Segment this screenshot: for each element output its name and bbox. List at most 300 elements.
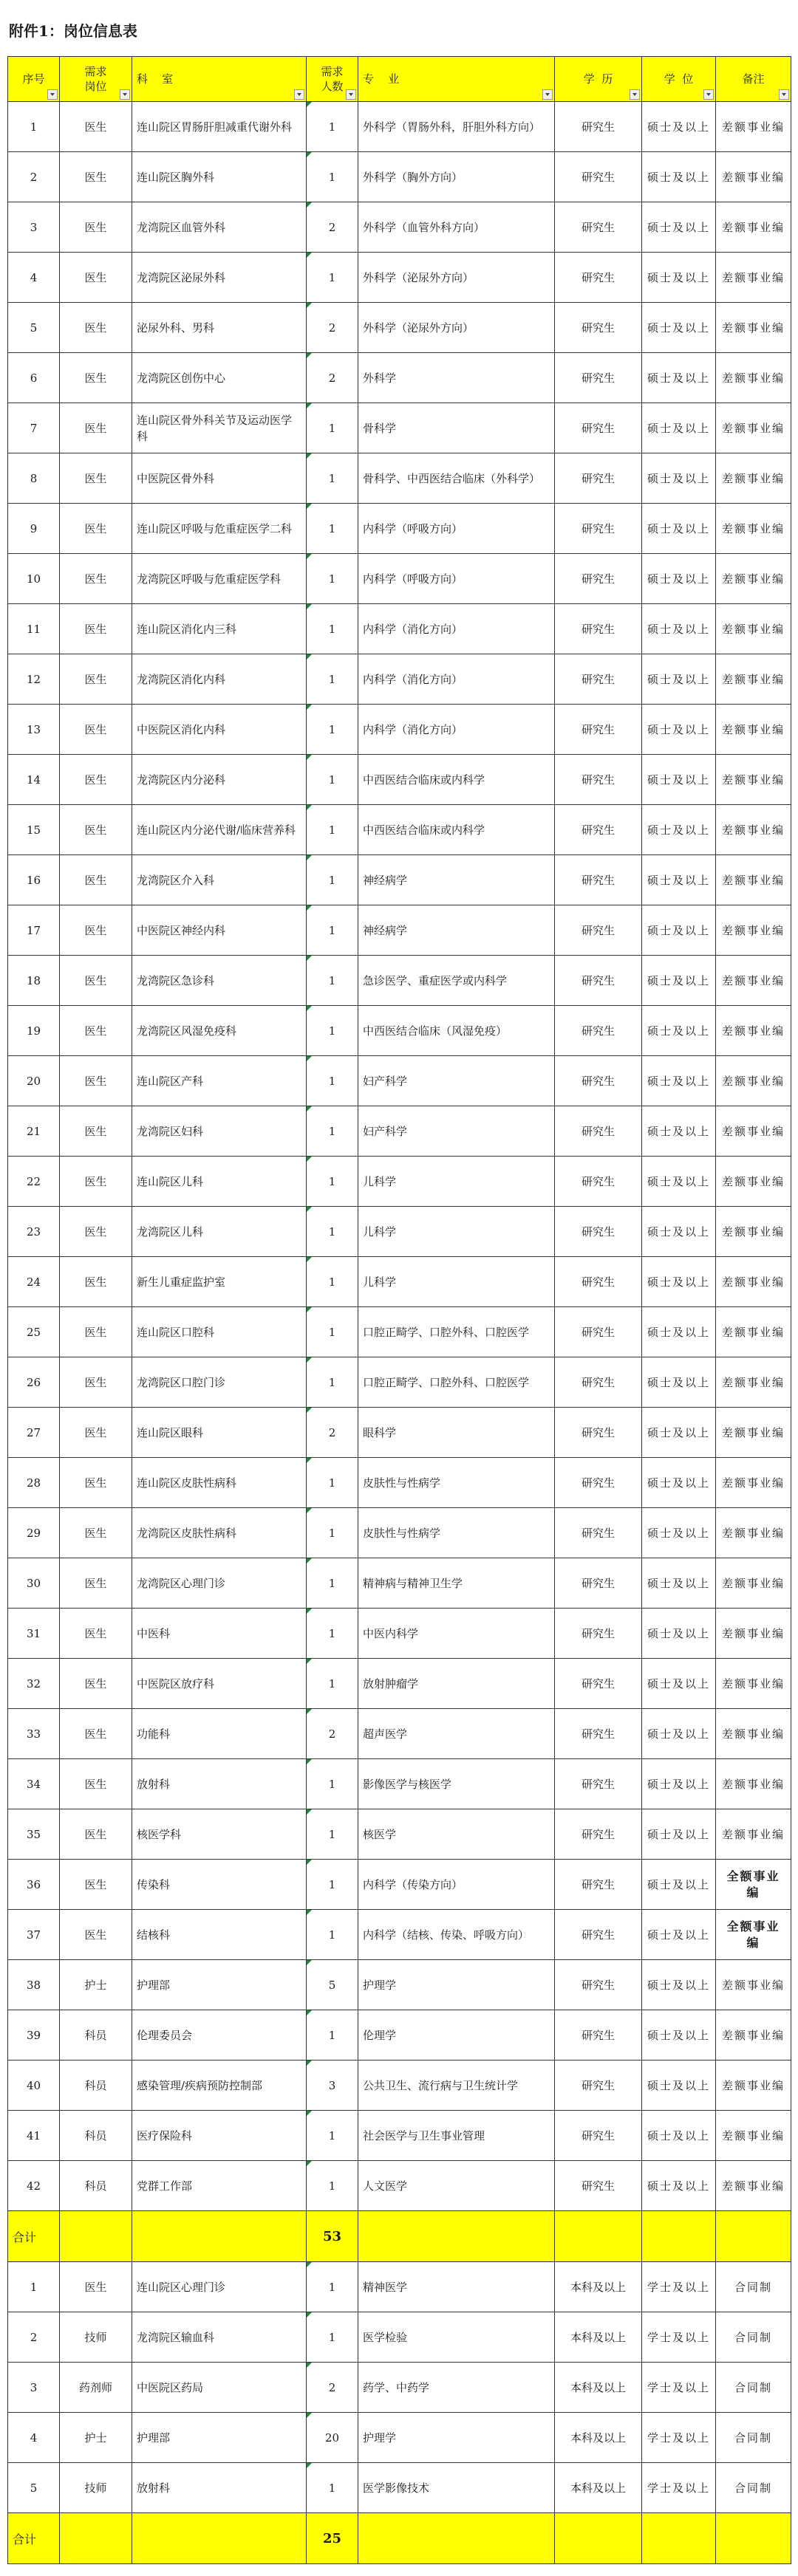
- cell-degree: 硕士及以上: [642, 956, 716, 1006]
- cell-count: 1: [307, 504, 358, 554]
- table-row: [8, 805, 791, 855]
- cell-note: 差额事业编: [716, 2111, 791, 2161]
- cell-major: 口腔正畸学、口腔外科、口腔医学: [358, 1307, 555, 1357]
- cell-note: 合同制: [716, 2463, 791, 2513]
- cell-post: 科员: [60, 2010, 132, 2061]
- cell-note: 合同制: [716, 2312, 791, 2363]
- cell-note: 差额事业编: [716, 604, 791, 654]
- cell-degree: 硕士及以上: [642, 705, 716, 755]
- cell-count: 1: [307, 604, 358, 654]
- cell-degree: 学士及以上: [642, 2363, 716, 2413]
- cell-degree: 硕士及以上: [642, 202, 716, 253]
- cell-no: 5: [8, 303, 60, 353]
- subtotal-label: 合计: [8, 2211, 60, 2262]
- subtotal-empty-cell: [555, 2211, 642, 2262]
- subtotal-empty-cell: [60, 2513, 132, 2564]
- cell-major: 放射肿瘤学: [358, 1659, 555, 1709]
- cell-post: 技师: [60, 2312, 132, 2363]
- filter-dropdown-icon[interactable]: [630, 89, 640, 100]
- cell-major: 内科学（消化方向）: [358, 604, 555, 654]
- cell-note: 差额事业编: [716, 202, 791, 253]
- cell-count: 1: [307, 1106, 358, 1157]
- cell-major: 医学影像技术: [358, 2463, 555, 2513]
- subtotal-empty-cell: [642, 2211, 716, 2262]
- cell-post: 药剂师: [60, 2363, 132, 2413]
- cell-no: 17: [8, 905, 60, 956]
- cell-dept: 龙湾院区消化内科: [132, 654, 307, 705]
- table-row: [8, 654, 791, 705]
- cell-education: 研究生: [555, 1960, 642, 2010]
- cell-post: 科员: [60, 2111, 132, 2161]
- cell-note: 差额事业编: [716, 2161, 791, 2211]
- cell-education: 研究生: [555, 2061, 642, 2111]
- cell-education: 本科及以上: [555, 2463, 642, 2513]
- cell-dept: 中医院区神经内科: [132, 905, 307, 956]
- cell-dept: 医疗保险科: [132, 2111, 307, 2161]
- cell-no: 14: [8, 755, 60, 805]
- table-row: [8, 1960, 791, 2010]
- cell-education: 研究生: [555, 1357, 642, 1408]
- cell-education: 研究生: [555, 2010, 642, 2061]
- cell-no: 26: [8, 1357, 60, 1408]
- cell-major: 外科学（胸外方向）: [358, 152, 555, 202]
- cell-major: 人文医学: [358, 2161, 555, 2211]
- table-row: [8, 2413, 791, 2463]
- cell-dept: 龙湾院区血管外科: [132, 202, 307, 253]
- cell-degree: 硕士及以上: [642, 805, 716, 855]
- cell-degree: 硕士及以上: [642, 1659, 716, 1709]
- cell-no: 23: [8, 1207, 60, 1257]
- table-row: [8, 1659, 791, 1709]
- cell-count: 2: [307, 303, 358, 353]
- cell-post: 医生: [60, 1408, 132, 1458]
- table-row: [8, 2363, 791, 2413]
- cell-no: 13: [8, 705, 60, 755]
- table-row: [8, 956, 791, 1006]
- cell-no: 35: [8, 1809, 60, 1860]
- cell-post: 医生: [60, 905, 132, 956]
- cell-count: 1: [307, 453, 358, 504]
- table-row: [8, 2061, 791, 2111]
- cell-count: 1: [307, 1357, 358, 1408]
- table-row: [8, 152, 791, 202]
- table-row: [8, 1609, 791, 1659]
- cell-degree: 硕士及以上: [642, 1458, 716, 1508]
- table-row: [8, 1307, 791, 1357]
- subtotal-label: 合计: [8, 2513, 60, 2564]
- table-row: [8, 504, 791, 554]
- subtotal-empty-cell: [358, 2211, 555, 2262]
- cell-note: 差额事业编: [716, 1408, 791, 1458]
- header-count: 需求人数: [307, 57, 358, 102]
- cell-post: 医生: [60, 705, 132, 755]
- cell-post: 医生: [60, 152, 132, 202]
- cell-education: 研究生: [555, 1207, 642, 1257]
- cell-major: 眼科学: [358, 1408, 555, 1458]
- table-row: [8, 403, 791, 453]
- cell-no: 27: [8, 1408, 60, 1458]
- cell-dept: 龙湾院区输血科: [132, 2312, 307, 2363]
- cell-post: 医生: [60, 202, 132, 253]
- cell-dept: 传染科: [132, 1860, 307, 1910]
- cell-count: 5: [307, 1960, 358, 2010]
- cell-dept: 伦理委员会: [132, 2010, 307, 2061]
- cell-post: 医生: [60, 1558, 132, 1609]
- cell-count: 2: [307, 2363, 358, 2413]
- subtotal-count: 25: [307, 2513, 358, 2564]
- cell-education: 研究生: [555, 403, 642, 453]
- cell-note: 全额事业编: [716, 1910, 791, 1960]
- subtotal-empty-cell: [60, 2211, 132, 2262]
- filter-dropdown-icon[interactable]: [703, 89, 714, 100]
- cell-count: 1: [307, 956, 358, 1006]
- cell-count: 2: [307, 1709, 358, 1759]
- filter-dropdown-icon[interactable]: [120, 89, 130, 100]
- cell-count: 1: [307, 1910, 358, 1960]
- cell-post: 医生: [60, 654, 132, 705]
- cell-degree: 硕士及以上: [642, 1508, 716, 1558]
- cell-education: 研究生: [555, 253, 642, 303]
- cell-education: 研究生: [555, 504, 642, 554]
- cell-post: 医生: [60, 1357, 132, 1408]
- cell-count: 1: [307, 2010, 358, 2061]
- table-row: [8, 1056, 791, 1106]
- cell-count: 1: [307, 905, 358, 956]
- cell-degree: 硕士及以上: [642, 554, 716, 604]
- cell-education: 研究生: [555, 554, 642, 604]
- cell-no: 31: [8, 1609, 60, 1659]
- cell-dept: 连山院区口腔科: [132, 1307, 307, 1357]
- cell-major: 医学检验: [358, 2312, 555, 2363]
- cell-no: 42: [8, 2161, 60, 2211]
- cell-degree: 硕士及以上: [642, 1056, 716, 1106]
- cell-no: 37: [8, 1910, 60, 1960]
- table-row: [8, 705, 791, 755]
- table-row: [8, 1106, 791, 1157]
- cell-major: 外科学（泌尿外方向）: [358, 303, 555, 353]
- cell-education: 研究生: [555, 1659, 642, 1709]
- table-row: [8, 1910, 791, 1960]
- cell-dept: 泌尿外科、男科: [132, 303, 307, 353]
- cell-degree: 硕士及以上: [642, 152, 716, 202]
- table-row: [8, 1006, 791, 1056]
- cell-note: 差额事业编: [716, 2061, 791, 2111]
- cell-degree: 硕士及以上: [642, 1860, 716, 1910]
- cell-dept: 放射科: [132, 2463, 307, 2513]
- cell-no: 11: [8, 604, 60, 654]
- subtotal-empty-cell: [716, 2513, 791, 2564]
- cell-major: 中医内科学: [358, 1609, 555, 1659]
- cell-no: 21: [8, 1106, 60, 1157]
- cell-note: 差额事业编: [716, 554, 791, 604]
- header-major: 专 业: [358, 57, 555, 102]
- cell-post: 医生: [60, 1508, 132, 1558]
- cell-education: 研究生: [555, 755, 642, 805]
- cell-no: 16: [8, 855, 60, 905]
- cell-major: 核医学: [358, 1809, 555, 1860]
- cell-note: 差额事业编: [716, 654, 791, 705]
- cell-no: 38: [8, 1960, 60, 2010]
- cell-dept: 党群工作部: [132, 2161, 307, 2211]
- cell-count: 1: [307, 1558, 358, 1609]
- cell-major: 外科学（血管外科方向）: [358, 202, 555, 253]
- cell-count: 1: [307, 2312, 358, 2363]
- cell-no: 34: [8, 1759, 60, 1809]
- cell-note: 差额事业编: [716, 1960, 791, 2010]
- table-row: [8, 1157, 791, 1207]
- cell-count: 1: [307, 2111, 358, 2161]
- cell-no: 8: [8, 453, 60, 504]
- table-row: [8, 1558, 791, 1609]
- cell-degree: 硕士及以上: [642, 353, 716, 403]
- cell-education: 研究生: [555, 705, 642, 755]
- cell-dept: 中医院区消化内科: [132, 705, 307, 755]
- cell-education: 研究生: [555, 2111, 642, 2161]
- cell-dept: 龙湾院区风湿免疫科: [132, 1006, 307, 1056]
- cell-dept: 护理部: [132, 2413, 307, 2463]
- cell-degree: 硕士及以上: [642, 1809, 716, 1860]
- cell-dept: 中医院区骨外科: [132, 453, 307, 504]
- cell-major: 精神病与精神卫生学: [358, 1558, 555, 1609]
- cell-post: 医生: [60, 1860, 132, 1910]
- cell-count: 1: [307, 2262, 358, 2312]
- cell-post: 医生: [60, 453, 132, 504]
- table-row: [8, 1759, 791, 1809]
- cell-count: 1: [307, 102, 358, 152]
- cell-no: 2: [8, 2312, 60, 2363]
- cell-major: 儿科学: [358, 1207, 555, 1257]
- cell-post: 医生: [60, 253, 132, 303]
- cell-major: 骨科学、中西医结合临床（外科学）: [358, 453, 555, 504]
- cell-post: 科员: [60, 2061, 132, 2111]
- cell-dept: 中医院区放疗科: [132, 1659, 307, 1709]
- cell-no: 9: [8, 504, 60, 554]
- table-row: [8, 2161, 791, 2211]
- cell-dept: 新生儿重症监护室: [132, 1257, 307, 1307]
- cell-major: 儿科学: [358, 1157, 555, 1207]
- cell-degree: 硕士及以上: [642, 1106, 716, 1157]
- cell-major: 急诊医学、重症医学或内科学: [358, 956, 555, 1006]
- cell-post: 医生: [60, 1257, 132, 1307]
- filter-dropdown-icon[interactable]: [346, 89, 356, 100]
- cell-dept: 龙湾院区儿科: [132, 1207, 307, 1257]
- cell-degree: 硕士及以上: [642, 604, 716, 654]
- table-row: [8, 1860, 791, 1910]
- cell-major: 妇产科学: [358, 1056, 555, 1106]
- cell-no: 18: [8, 956, 60, 1006]
- subtotal-empty-cell: [358, 2513, 555, 2564]
- cell-no: 1: [8, 102, 60, 152]
- cell-count: 1: [307, 705, 358, 755]
- cell-education: 研究生: [555, 604, 642, 654]
- filter-dropdown-icon[interactable]: [779, 89, 789, 100]
- cell-degree: 硕士及以上: [642, 855, 716, 905]
- cell-no: 6: [8, 353, 60, 403]
- cell-no: 22: [8, 1157, 60, 1207]
- table-row: [8, 202, 791, 253]
- cell-education: 研究生: [555, 1910, 642, 1960]
- table-row: [8, 102, 791, 152]
- cell-note: 合同制: [716, 2363, 791, 2413]
- cell-post: 医生: [60, 1659, 132, 1709]
- cell-count: 1: [307, 1458, 358, 1508]
- cell-education: 研究生: [555, 1257, 642, 1307]
- cell-degree: 硕士及以上: [642, 1006, 716, 1056]
- cell-note: 合同制: [716, 2413, 791, 2463]
- cell-note: 差额事业编: [716, 253, 791, 303]
- cell-dept: 连山院区心理门诊: [132, 2262, 307, 2312]
- cell-post: 医生: [60, 1056, 132, 1106]
- cell-count: 1: [307, 1809, 358, 1860]
- cell-no: 41: [8, 2111, 60, 2161]
- cell-post: 医生: [60, 353, 132, 403]
- cell-degree: 学士及以上: [642, 2312, 716, 2363]
- cell-note: 差额事业编: [716, 956, 791, 1006]
- cell-degree: 硕士及以上: [642, 654, 716, 705]
- cell-dept: 连山院区产科: [132, 1056, 307, 1106]
- subtotal-row: [8, 2513, 791, 2564]
- cell-post: 医生: [60, 1709, 132, 1759]
- cell-dept: 连山院区骨外科关节及运动医学科: [132, 403, 307, 453]
- cell-no: 4: [8, 253, 60, 303]
- cell-degree: 硕士及以上: [642, 2010, 716, 2061]
- cell-no: 3: [8, 2363, 60, 2413]
- cell-degree: 硕士及以上: [642, 253, 716, 303]
- cell-post: 科员: [60, 2161, 132, 2211]
- table-row: [8, 1207, 791, 1257]
- table-row: [8, 755, 791, 805]
- cell-post: 医生: [60, 1458, 132, 1508]
- cell-education: 研究生: [555, 1106, 642, 1157]
- cell-no: 3: [8, 202, 60, 253]
- cell-education: 研究生: [555, 855, 642, 905]
- cell-dept: 龙湾院区创伤中心: [132, 353, 307, 403]
- cell-major: 皮肤性与性病学: [358, 1458, 555, 1508]
- cell-no: 7: [8, 403, 60, 453]
- header-note: 备注: [716, 57, 791, 102]
- cell-education: 研究生: [555, 905, 642, 956]
- cell-no: 19: [8, 1006, 60, 1056]
- cell-note: 差额事业编: [716, 403, 791, 453]
- table-row: [8, 2010, 791, 2061]
- cell-dept: 龙湾院区皮肤性病科: [132, 1508, 307, 1558]
- cell-post: 医生: [60, 1106, 132, 1157]
- cell-count: 1: [307, 654, 358, 705]
- document-title: 附件1：岗位信息表: [9, 22, 137, 40]
- cell-dept: 龙湾院区呼吸与危重症医学科: [132, 554, 307, 604]
- cell-major: 神经病学: [358, 905, 555, 956]
- cell-major: 外科学（胃肠外科，肝胆外科方向）: [358, 102, 555, 152]
- cell-note: 差额事业编: [716, 303, 791, 353]
- cell-post: 医生: [60, 1809, 132, 1860]
- cell-count: 1: [307, 1157, 358, 1207]
- cell-note: 差额事业编: [716, 1207, 791, 1257]
- subtotal-empty-cell: [555, 2513, 642, 2564]
- cell-education: 研究生: [555, 453, 642, 504]
- cell-education: 研究生: [555, 1809, 642, 1860]
- cell-major: 精神医学: [358, 2262, 555, 2312]
- cell-major: 内科学（消化方向）: [358, 654, 555, 705]
- cell-dept: 中医院区药局: [132, 2363, 307, 2413]
- cell-note: 差额事业编: [716, 1709, 791, 1759]
- filter-dropdown-icon[interactable]: [542, 89, 553, 100]
- cell-no: 1: [8, 2262, 60, 2312]
- cell-education: 研究生: [555, 102, 642, 152]
- cell-count: 1: [307, 152, 358, 202]
- cell-degree: 硕士及以上: [642, 1910, 716, 1960]
- cell-dept: 连山院区皮肤性病科: [132, 1458, 307, 1508]
- cell-major: 神经病学: [358, 855, 555, 905]
- cell-education: 研究生: [555, 654, 642, 705]
- cell-education: 本科及以上: [555, 2363, 642, 2413]
- cell-post: 医生: [60, 403, 132, 453]
- cell-education: 本科及以上: [555, 2312, 642, 2363]
- cell-no: 33: [8, 1709, 60, 1759]
- cell-count: 1: [307, 1508, 358, 1558]
- cell-education: 研究生: [555, 805, 642, 855]
- cell-no: 12: [8, 654, 60, 705]
- cell-education: 研究生: [555, 1759, 642, 1809]
- cell-major: 影像医学与核医学: [358, 1759, 555, 1809]
- cell-post: 医生: [60, 102, 132, 152]
- cell-education: 研究生: [555, 1860, 642, 1910]
- cell-degree: 硕士及以上: [642, 303, 716, 353]
- cell-note: 差额事业编: [716, 1659, 791, 1709]
- cell-note: 差额事业编: [716, 504, 791, 554]
- cell-dept: 功能科: [132, 1709, 307, 1759]
- cell-major: 中西医结合临床（风湿免疫）: [358, 1006, 555, 1056]
- cell-count: 1: [307, 1006, 358, 1056]
- cell-dept: 连山院区消化内三科: [132, 604, 307, 654]
- cell-major: 内科学（呼吸方向）: [358, 554, 555, 604]
- cell-count: 1: [307, 1307, 358, 1357]
- cell-dept: 龙湾院区急诊科: [132, 956, 307, 1006]
- cell-degree: 学士及以上: [642, 2413, 716, 2463]
- filter-dropdown-icon[interactable]: [47, 89, 58, 100]
- cell-note: 差额事业编: [716, 152, 791, 202]
- cell-degree: 硕士及以上: [642, 1960, 716, 2010]
- cell-post: 医生: [60, 554, 132, 604]
- cell-major: 骨科学: [358, 403, 555, 453]
- table-row: [8, 253, 791, 303]
- header-degree: 学 位: [642, 57, 716, 102]
- subtotal-empty-cell: [132, 2211, 307, 2262]
- cell-no: 28: [8, 1458, 60, 1508]
- table-row: [8, 1257, 791, 1307]
- cell-post: 护士: [60, 1960, 132, 2010]
- cell-post: 技师: [60, 2463, 132, 2513]
- cell-no: 29: [8, 1508, 60, 1558]
- cell-count: 3: [307, 2061, 358, 2111]
- cell-count: 1: [307, 2463, 358, 2513]
- cell-count: 1: [307, 1056, 358, 1106]
- filter-dropdown-icon[interactable]: [294, 89, 304, 100]
- cell-count: 1: [307, 1207, 358, 1257]
- cell-note: 差额事业编: [716, 1357, 791, 1408]
- cell-no: 15: [8, 805, 60, 855]
- cell-note: 差额事业编: [716, 1307, 791, 1357]
- cell-education: 研究生: [555, 1508, 642, 1558]
- cell-count: 1: [307, 755, 358, 805]
- cell-education: 本科及以上: [555, 2413, 642, 2463]
- cell-post: 医生: [60, 1006, 132, 1056]
- table-row: [8, 1458, 791, 1508]
- cell-dept: 中医科: [132, 1609, 307, 1659]
- cell-note: 差额事业编: [716, 1458, 791, 1508]
- cell-note: 差额事业编: [716, 755, 791, 805]
- cell-count: 1: [307, 253, 358, 303]
- table-row: [8, 353, 791, 403]
